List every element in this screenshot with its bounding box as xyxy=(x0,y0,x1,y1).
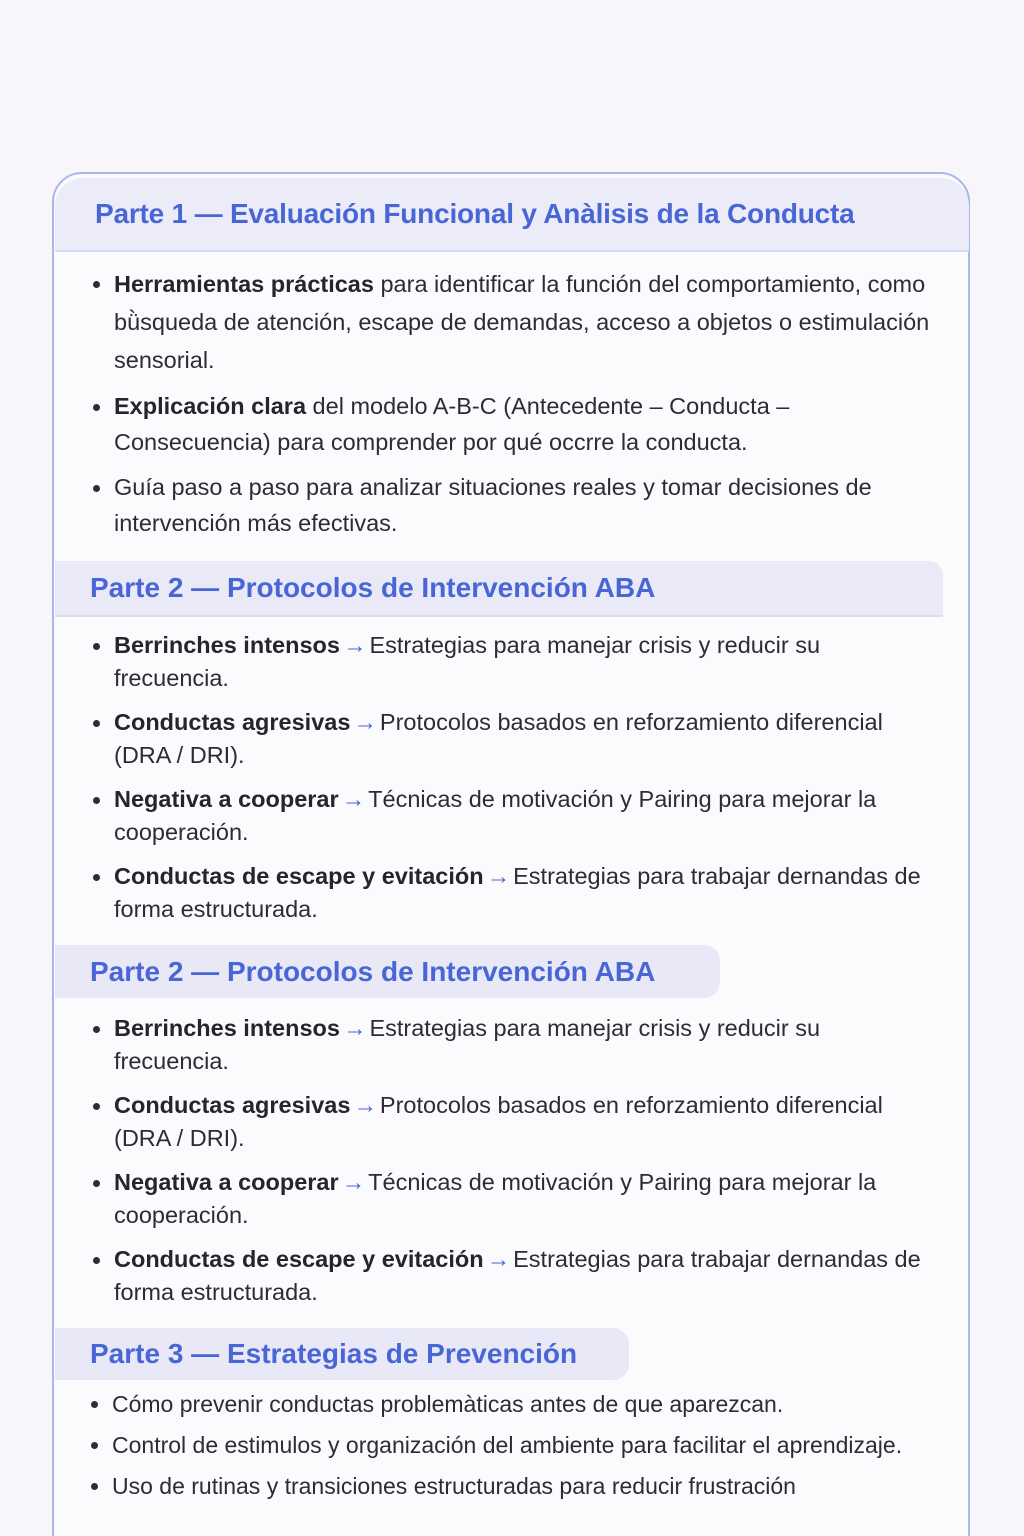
item-text: Guía paso a paso para analizar situaciones reales y tomar decisiones de intervención más efectivas. xyxy=(114,474,872,536)
list-item xyxy=(92,860,922,926)
parte-2-list xyxy=(92,629,922,937)
parte-1-list xyxy=(92,265,952,550)
item-bold: Negativa a cooperar xyxy=(114,786,339,812)
item-bold: Conductas de escape y evitación xyxy=(114,863,484,889)
list-item xyxy=(92,265,952,379)
item-text: Estrategias para trabajar dernandas de forma estructurada. xyxy=(114,1246,921,1305)
item-text: Uso de rutinas y transiciones estructuradas para reducir frustración xyxy=(112,1473,796,1499)
arrow-right-icon: → xyxy=(342,1015,367,1041)
list-item xyxy=(92,1012,922,1078)
item-text: Protocolos basados en reforzamiento diferencial (DRA / DRI). xyxy=(114,709,883,768)
item-bold: Conductas agresivas xyxy=(114,1092,351,1118)
item-bold: Negativa a cooperar xyxy=(114,1169,339,1195)
list-item xyxy=(92,1089,922,1155)
list-item xyxy=(92,706,922,772)
list-item xyxy=(92,388,952,460)
item-bold: Conductas agresivas xyxy=(114,709,351,735)
arrow-right-icon: → xyxy=(341,1169,366,1195)
item-text: del modelo A-B-C (Antecedente – Conducta – Consecuencia) para comprender por qué occrre la conducta. xyxy=(114,393,790,455)
parte-2-repeat-list xyxy=(92,1012,922,1320)
list-item xyxy=(90,1427,940,1463)
section-header-parte-3 xyxy=(55,1328,629,1380)
section-header-parte-2 xyxy=(55,561,943,617)
item-text: Estrategias para manejar crisis y reducir su frecuencia. xyxy=(114,632,821,691)
item-text: Estrategias para manejar crisis y reducir su frecuencia. xyxy=(114,1015,821,1074)
arrow-right-icon: → xyxy=(353,709,377,735)
arrow-right-icon: → xyxy=(342,632,367,658)
list-item xyxy=(90,1468,940,1504)
list-item xyxy=(92,629,922,695)
section-title: Parte 1 — Evaluación Funcional y Anàlisis de la Conducta xyxy=(95,198,855,229)
item-text: Estrategias para trabajar dernandas de forma estructurada. xyxy=(114,863,921,922)
item-bold: Herramientas prácticas xyxy=(114,271,374,297)
section-title: Parte 3 — Estrategias de Prevención xyxy=(90,1338,578,1369)
item-bold: Berrinches intensos xyxy=(114,1015,340,1041)
item-bold: Explicación clara xyxy=(114,393,307,419)
item-bold: Conductas de escape y evitación xyxy=(114,1246,484,1272)
list-item xyxy=(92,1166,922,1232)
item-text: Técnicas de motivación y Pairing para mejorar la cooperación. xyxy=(114,786,877,845)
arrow-right-icon: → xyxy=(341,786,366,812)
item-text: Protocolos basados en reforzamiento diferencial (DRA / DRI). xyxy=(114,1092,883,1151)
item-text: para identificar la función del comportamiento, como bǜsqueda de atención, escape de demandas, acceso a objetos o estimulación sensorial. xyxy=(114,271,930,373)
list-item xyxy=(90,1386,940,1422)
section-header-parte-2-repeat xyxy=(55,945,720,998)
list-item xyxy=(92,1243,922,1309)
item-bold: Berrinches intensos xyxy=(114,632,340,658)
arrow-right-icon: → xyxy=(486,863,511,889)
section-title: Parte 2 — Protocolos de Intervención ABA xyxy=(90,955,656,987)
item-text: Cómo prevenir conductas problemàticas antes de que aparezcan. xyxy=(112,1391,784,1417)
item-text: Técnicas de motivación y Pairing para mejorar la cooperación. xyxy=(114,1169,877,1228)
arrow-right-icon: → xyxy=(486,1246,511,1272)
list-item xyxy=(92,783,922,849)
section-header-parte-1 xyxy=(55,178,969,252)
arrow-right-icon: → xyxy=(353,1092,377,1118)
section-title: Parte 2 — Protocolos de Intervención ABA xyxy=(90,572,656,603)
parte-3-list xyxy=(90,1386,940,1509)
item-text: Control de estimulos y organización del ambiente para facilitar el aprendizaje. xyxy=(112,1432,903,1458)
list-item xyxy=(92,469,952,541)
